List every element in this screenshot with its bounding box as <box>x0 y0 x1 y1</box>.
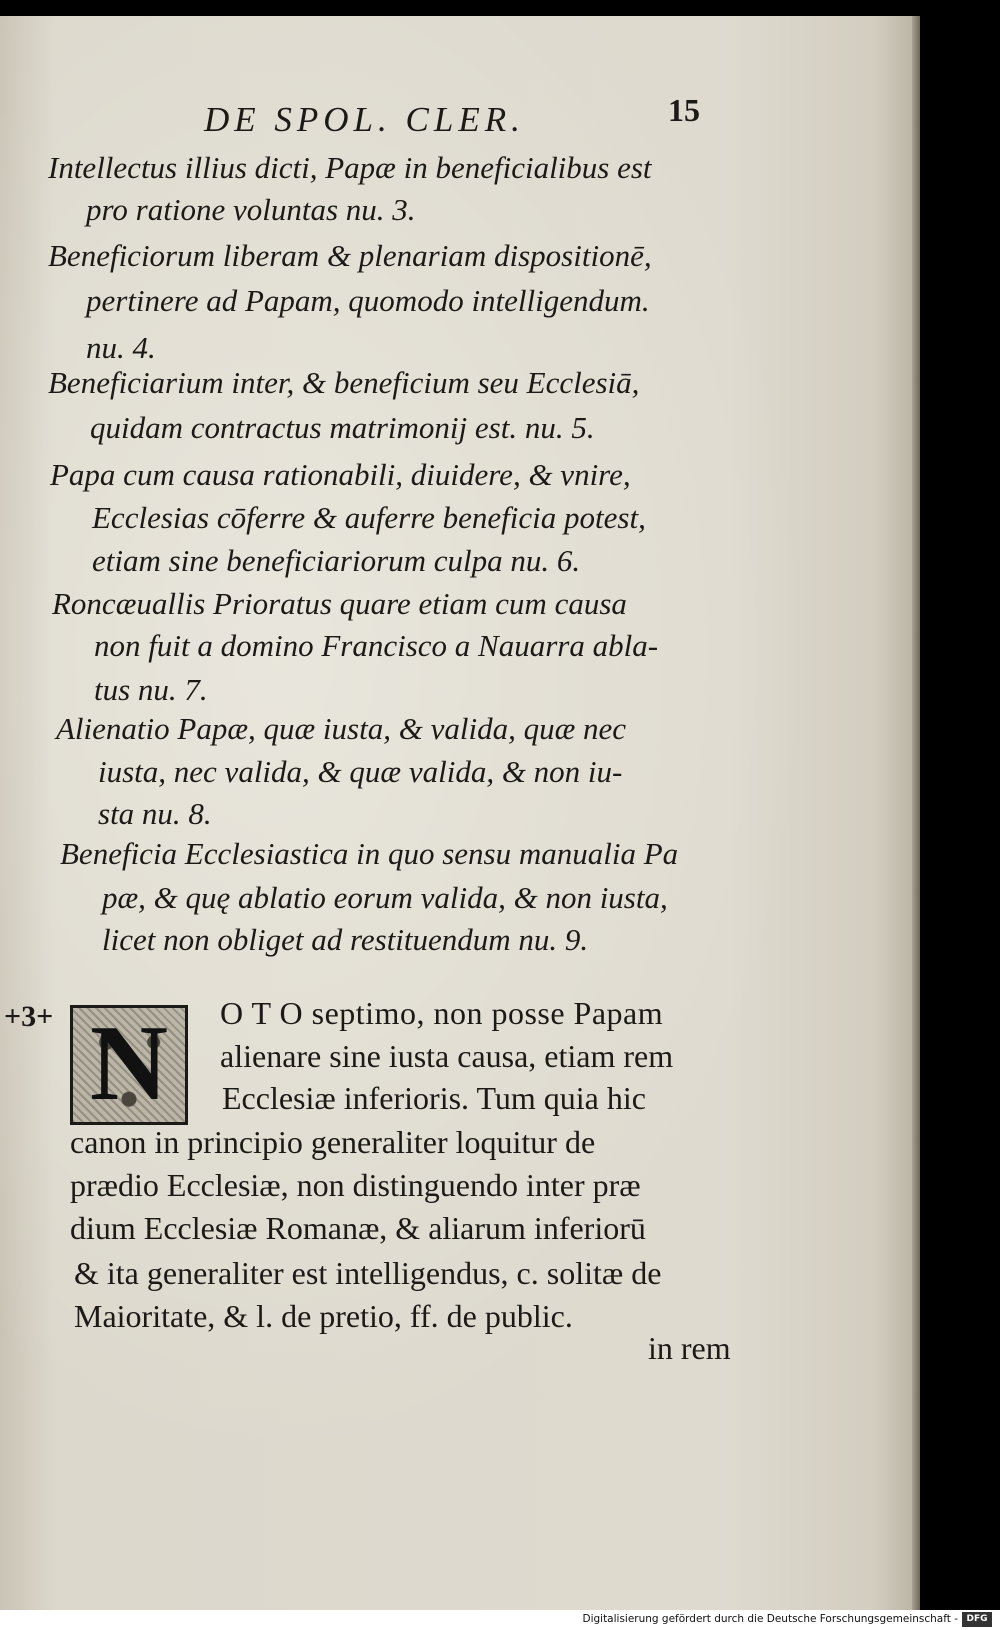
summary-line: Ecclesias cōferre & auferre beneficia potest, <box>92 500 646 535</box>
summary-line: etiam sine beneficiariorum culpa nu. 6. <box>92 543 581 578</box>
running-head: DE SPOL. CLER. <box>204 100 525 139</box>
summary-line: Beneficiorum liberam & plenariam dispositionē, <box>48 238 652 273</box>
summary-line: quidam contractus matrimonij est. nu. 5. <box>90 410 595 445</box>
body-line: Ecclesiæ inferioris. Tum quia hic <box>222 1080 646 1116</box>
summary-line: Papa cum causa rationabili, diuidere, & vnire, <box>50 457 631 492</box>
summary-line: nu. 4. <box>86 330 156 365</box>
summary-line: pro ratione voluntas nu. 3. <box>86 192 416 227</box>
summary-line: iusta, nec valida, & quæ valida, & non iu- <box>98 754 623 789</box>
summary-line: Beneficiarium inter, & beneficium seu Ecclesiā, <box>48 365 640 400</box>
summary-line: Beneficia Ecclesiastica in quo sensu manualia Pa <box>60 836 679 871</box>
catchword: in rem <box>648 1330 731 1366</box>
summary-line: non fuit a domino Francisco a Nauarra abla- <box>94 628 659 663</box>
summary-line: Alienatio Papæ, quæ iusta, & valida, quæ nec <box>56 711 627 746</box>
marginal-note: +3+ <box>4 1000 54 1033</box>
body-line: canon in principio generaliter loquitur de <box>70 1124 596 1160</box>
footer-credit: Digitalisierung gefördert durch die Deutsche Forschungsgemeinschaft - <box>582 1613 958 1625</box>
dfg-logo: DFG <box>962 1612 992 1627</box>
body-line: O T O septimo, non posse Papam <box>220 995 664 1031</box>
body-line: Maioritate, & l. de pretio, ff. de public. <box>74 1298 573 1334</box>
decorated-initial <box>70 1005 188 1125</box>
body-line: alienare sine iusta causa, etiam rem <box>220 1038 674 1074</box>
summary-line: pertinere ad Papam, quomodo intelligendum. <box>86 283 650 318</box>
summary-line: Intellectus illius dicti, Papæ in beneficialibus est <box>48 150 652 185</box>
body-line: prædio Ecclesiæ, non distinguendo inter præ <box>70 1167 641 1203</box>
page-edge <box>912 16 920 1610</box>
body-line: dium Ecclesiæ Romanæ, & aliarum inferiorū <box>70 1210 646 1246</box>
summary-line: Roncæuallis Prioratus quare etiam cum causa <box>52 586 627 621</box>
summary-line: sta nu. 8. <box>98 796 212 831</box>
body-line: & ita generaliter est intelligendus, c. solitæ de <box>74 1255 662 1291</box>
summary-line: pæ, & quę ablatio eorum valida, & non iusta, <box>102 880 668 915</box>
summary-line: licet non obliget ad restituendum nu. 9. <box>102 922 589 957</box>
page-number: 15 <box>668 92 700 128</box>
summary-line: tus nu. 7. <box>94 672 208 707</box>
decorated-initial-letter: N <box>90 1004 168 1123</box>
